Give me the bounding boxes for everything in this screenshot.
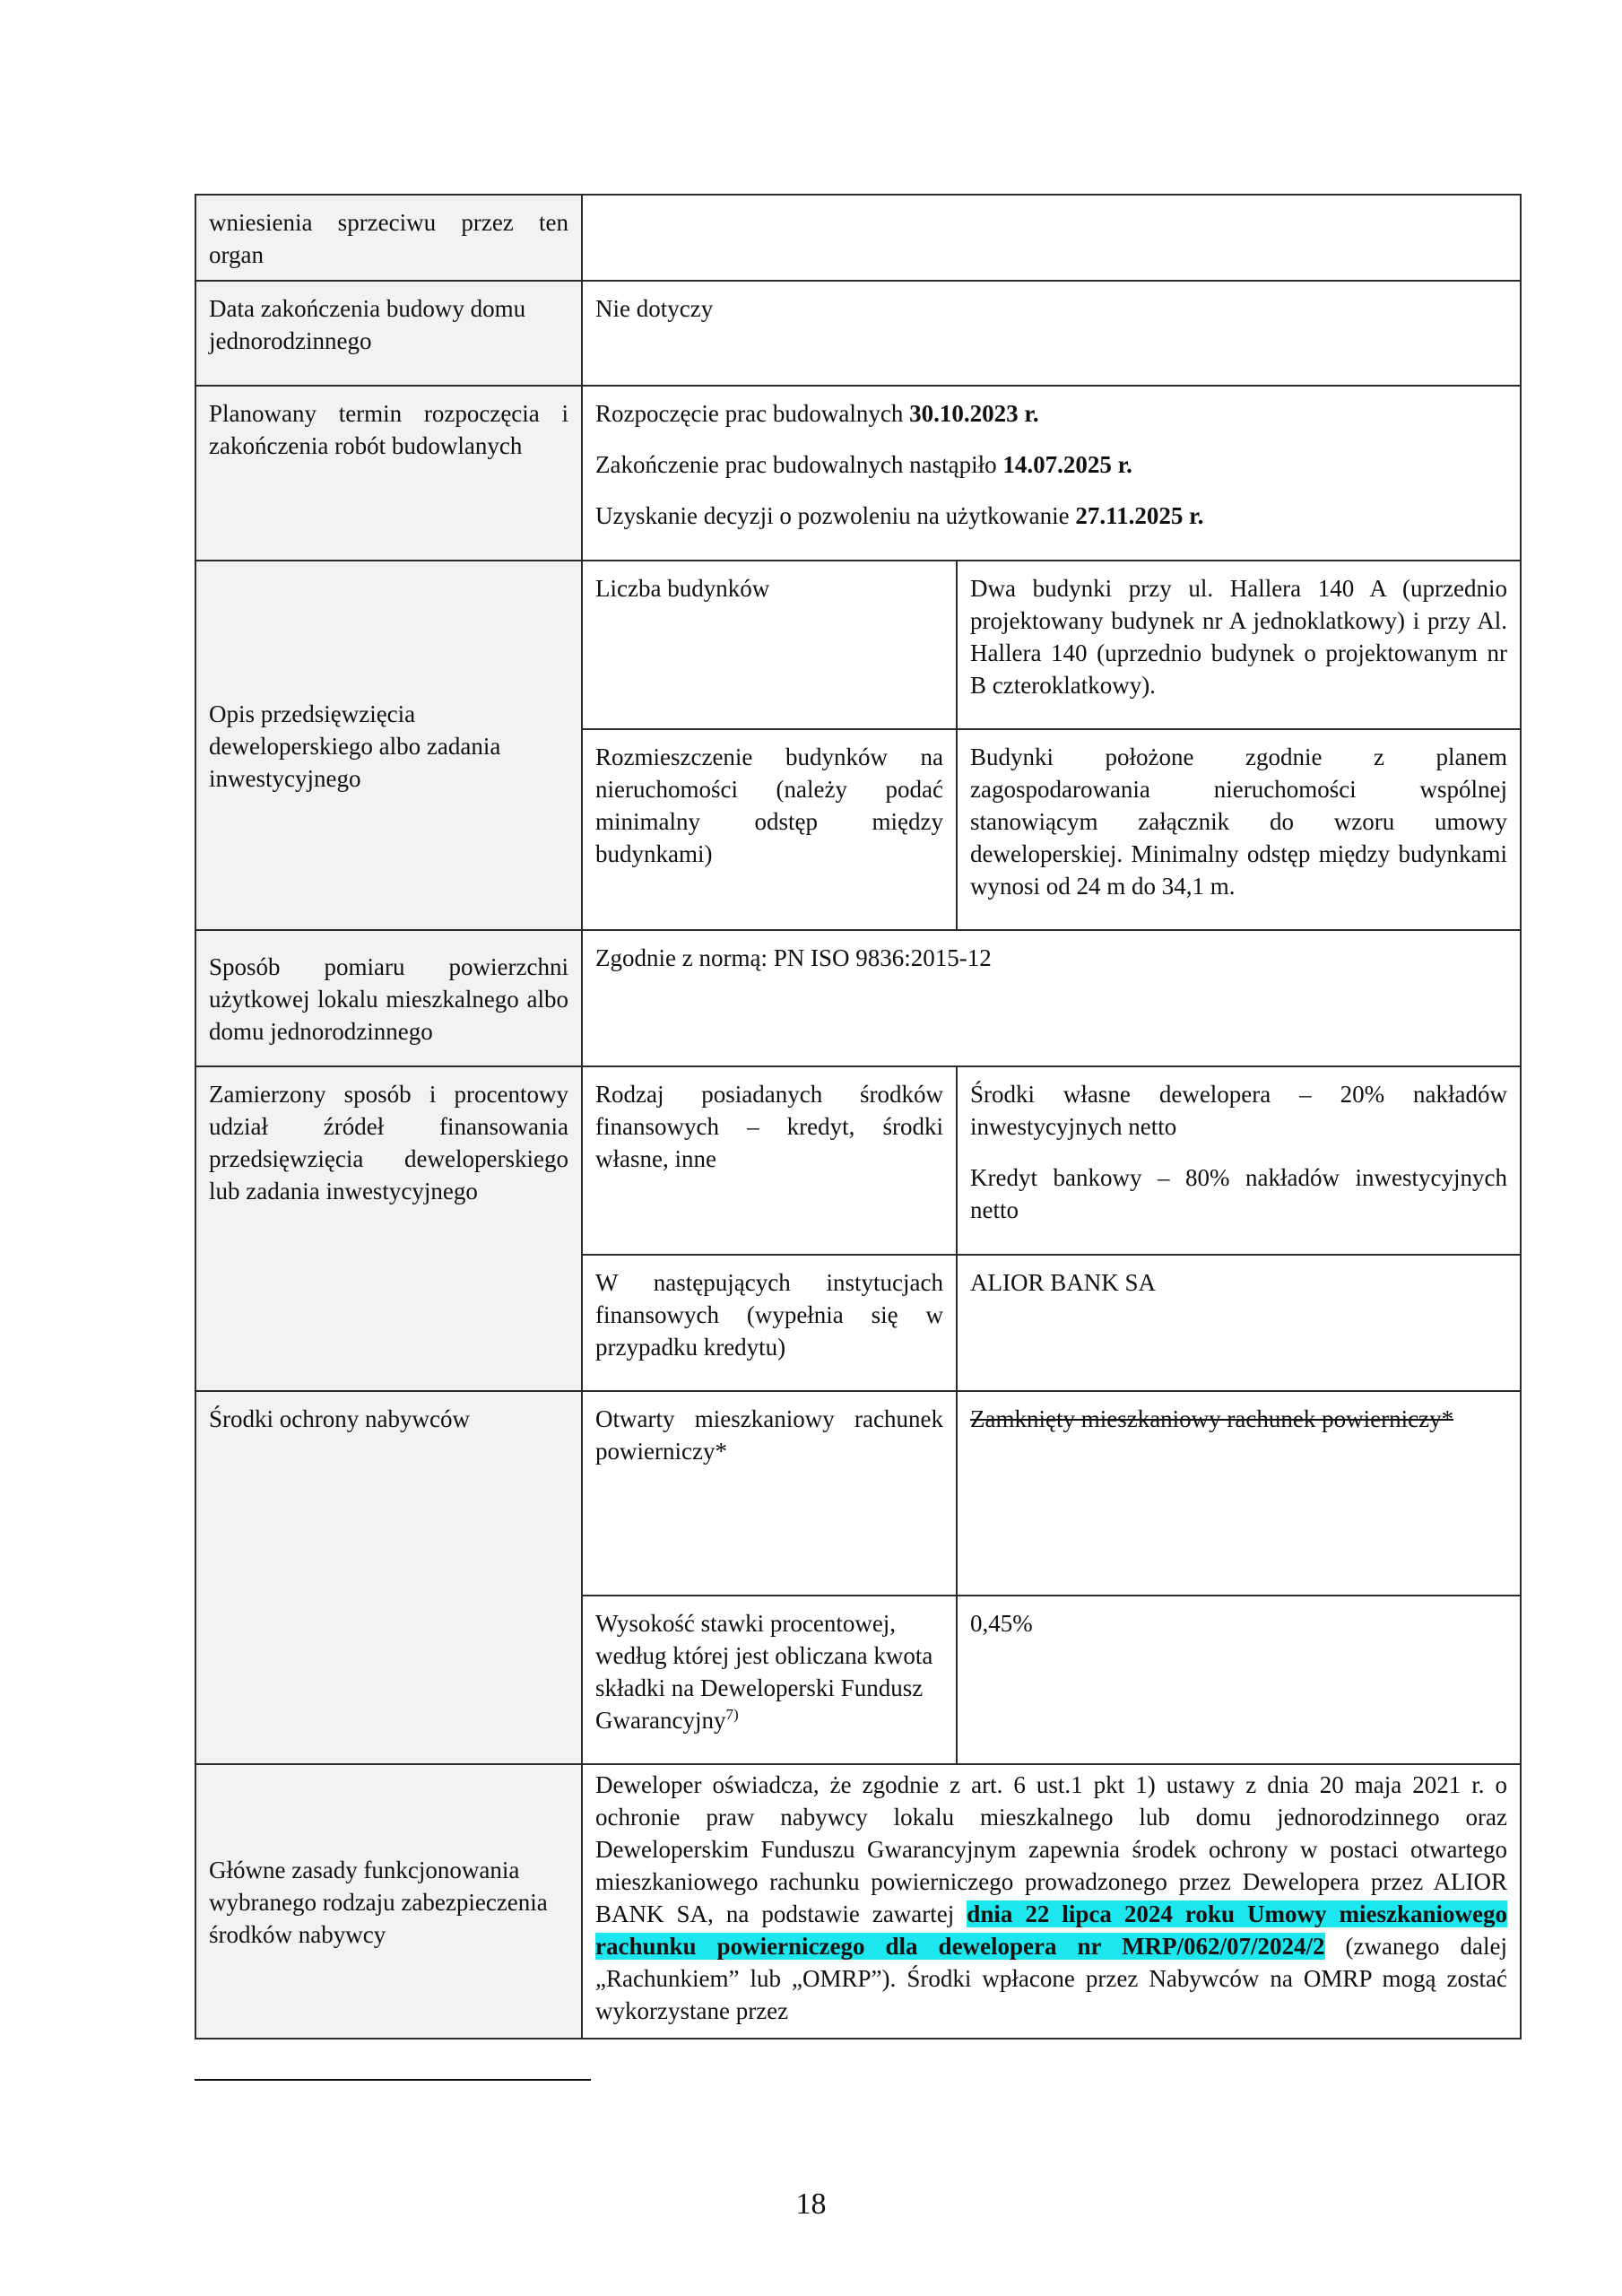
row-liczba-budynkow [195, 561, 1521, 729]
row-data-zakonczenia [195, 281, 1521, 386]
footnote-separator [195, 2079, 591, 2081]
label-liczba-budynkow: Liczba budynków [582, 561, 957, 729]
label-finansowanie: Zamierzony sposób i procentowy udział źródeł finansowania przedsięwzięcia deweloperskiego lub zadania inwestycyjnego [195, 1066, 582, 1391]
value-zamkniety-rachunek: Zamknięty mieszkaniowy rachunek powierniczy* [957, 1391, 1521, 1596]
termin-pozwolenie: Uzyskanie decyzji o pozwoleniu na użytkowanie 27.11.2025 r. [595, 502, 1204, 529]
label-pomiar: Sposób pomiaru powierzchni użytkowej lokalu mieszkalnego albo domu jednorodzinnego [195, 930, 582, 1066]
row-sprzeciw [195, 195, 1521, 281]
value-termin [582, 386, 1521, 561]
value-sprzeciw [582, 195, 1521, 281]
value-pomiar: Zgodnie z normą: PN ISO 9836:2015-12 [582, 930, 1521, 1066]
highlighted-agreement: dnia 22 lipca 2024 roku Umowy mieszkaniowego rachunku powierniczego dla dewelopera nr MRP/062/07/2024/2 [595, 1900, 1507, 1960]
termin-rozpoczecie: Rozpoczęcie prac budowalnych 30.10.2023 r. [595, 400, 1039, 427]
value-data-zakonczenia: Nie dotyczy [582, 281, 1521, 386]
label-termin: Planowany termin rozpoczęcia i zakończenia robót budowlanych [195, 386, 582, 561]
srodki-wlasne: Środki własne dewelopera – 20% nakładów inwestycyjnych netto [970, 1081, 1507, 1140]
label-rozmieszczenie: Rozmieszczenie budynków na nieruchomości (należy podać minimalny odstęp między budynkami) [582, 729, 957, 930]
value-zasady: Deweloper oświadcza, że zgodnie z art. 6 ust.1 pkt 1) ustawy z dnia 20 maja 2021 r. o ochronie praw nabywcy lokalu mieszkalnego lub domu jednorodzinnego oraz Deweloperskim Funduszu Gwarancyjnym zapewnia środek ochrony w postaci otwartego mieszkaniowego rachunku powierniczego prowadzonego przez Dewelopera przez ALIOR BANK SA, na podstawie zawartej dnia 22 lipca 2024 roku Umowy mieszkaniowego rachunku powierniczego dla dewelopera nr MRP/062/07/2024/2 (zwanego dalej „Rachunkiem” lub „OMRP”). Środki wpłacone przez Nabywców na OMRP mogą zostać wykorzystane przez [582, 1764, 1521, 2039]
label-rodzaj-srodkow: Rodzaj posiadanych środków finansowych – kredyt, środki własne, inne [582, 1066, 957, 1255]
value-rozmieszczenie: Budynki położone zgodnie z planem zagospodarowania nieruchomości wspólnej stanowiącym załącznik do wzoru umowy deweloperskiej. Minimalny odstęp między budynkami wynosi od 24 m do 34,1 m. [957, 729, 1521, 930]
row-pomiar [195, 930, 1521, 1066]
row-rodzaj-srodkow [195, 1066, 1521, 1255]
value-rodzaj-srodkow [957, 1066, 1521, 1255]
footnote-marker: 7) [725, 1706, 739, 1723]
page-number: 18 [795, 2187, 827, 2221]
value-stawka: 0,45% [957, 1596, 1521, 1764]
label-stawka: Wysokość stawki procentowej, według której jest obliczana kwota składki na Deweloperski Fundusz Gwarancyjny$^{7)}$ [582, 1596, 957, 1764]
row-zasady [195, 1764, 1521, 2039]
value-otwarty-rachunek: Otwarty mieszkaniowy rachunek powierniczy* [582, 1391, 957, 1596]
row-termin [195, 386, 1521, 561]
label-data-zakonczenia: Data zakończenia budowy domu jednorodzinnego [195, 281, 582, 386]
label-ochrona: Środki ochrony nabywców [195, 1391, 582, 1764]
value-liczba-budynkow: Dwa budynki przy ul. Hallera 140 A (uprzednio projektowany budynek nr A jednoklatkowy) i przy Al. Hallera 140 (uprzednio budynek o projektowanym nr B czteroklatkowy). [957, 561, 1521, 729]
label-instytucje: W następujących instytucjach finansowych (wypełnia się w przypadku kredytu) [582, 1255, 957, 1391]
label-sprzeciw: wniesienia sprzeciwu przez ten organ [195, 195, 582, 281]
row-rachunek-powierniczy [195, 1391, 1521, 1596]
termin-zakonczenie: Zakończenie prac budowalnych nastąpiło 14.07.2025 r. [595, 451, 1132, 478]
label-zasady: Główne zasady funkcjonowania wybranego rodzaju zabezpieczenia środków nabywcy [195, 1764, 582, 2039]
developer-prospectus-table [195, 194, 1522, 2039]
label-opis: Opis przedsięwzięcia deweloperskiego albo zadania inwestycyjnego [195, 561, 582, 930]
value-instytucje: ALIOR BANK SA [957, 1255, 1521, 1391]
kredyt-bankowy: Kredyt bankowy – 80% nakładów inwestycyjnych netto [970, 1164, 1507, 1223]
